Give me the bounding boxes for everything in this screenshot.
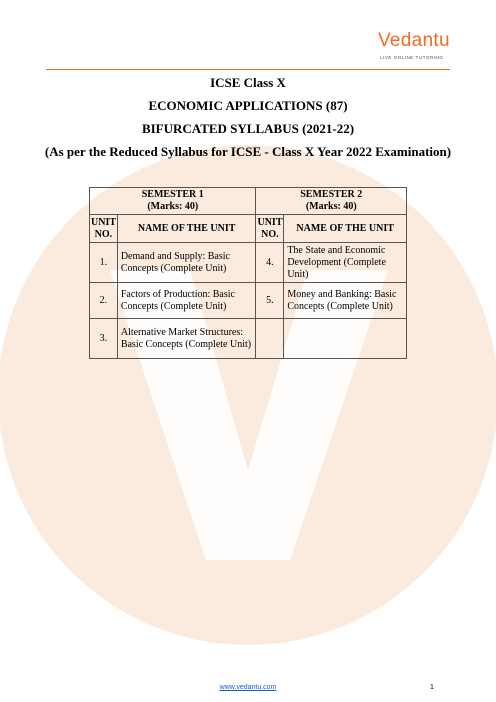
table-row <box>90 243 407 283</box>
header-divider <box>46 69 450 70</box>
unit-number: 5. <box>256 283 284 319</box>
semester-2-marks: (Marks: 40) <box>305 201 357 212</box>
s1-unit-name-header: NAME OF THE UNIT <box>117 215 256 243</box>
unit-number: 4. <box>256 243 284 283</box>
semester-2-header <box>256 188 407 215</box>
semester-1-header <box>90 188 256 215</box>
semester-header-row <box>90 188 407 215</box>
logo-tagline: LIVE ONLINE TUTORING <box>380 55 444 60</box>
unit-number: 2. <box>90 283 118 319</box>
syllabus-table <box>89 187 407 359</box>
unit-name: The State and Economic Development (Complete Unit) <box>284 243 407 283</box>
s1-unit-no-header: UNIT NO. <box>90 215 118 243</box>
logo-wordmark: Vedantu <box>378 30 450 51</box>
unit-name <box>284 319 407 359</box>
document-heading <box>40 75 456 160</box>
column-header-row <box>90 215 407 243</box>
unit-number: 3. <box>90 319 118 359</box>
semester-1-title: SEMESTER 1 <box>141 189 204 200</box>
unit-number: 1. <box>90 243 118 283</box>
unit-name: Demand and Supply: Basic Concepts (Complete Unit) <box>117 243 256 283</box>
syllabus-title: BIFURCATED SYLLABUS (2021-22) <box>141 121 355 136</box>
page-number: 1 <box>430 684 434 691</box>
table-row <box>90 283 407 319</box>
s2-unit-no-header: UNIT NO. <box>256 215 284 243</box>
class-title: ICSE Class X <box>210 75 286 90</box>
s2-unit-name-header: NAME OF THE UNIT <box>284 215 407 243</box>
unit-name: Factors of Production: Basic Concepts (Complete Unit) <box>117 283 256 319</box>
website-link[interactable]: www.vedantu.com <box>219 684 277 691</box>
unit-number <box>256 319 284 359</box>
semester-2-title: SEMESTER 2 <box>300 189 363 200</box>
subject-title: ECONOMIC APPLICATIONS (87) <box>148 98 348 113</box>
table-row <box>90 319 407 359</box>
syllabus-note: (As per the Reduced Syllabus for ICSE - Class X Year 2022 Examination) <box>44 144 452 159</box>
unit-name: Money and Banking: Basic Concepts (Complete Unit) <box>284 283 407 319</box>
vedantu-logo <box>378 30 470 70</box>
unit-name: Alternative Market Structures: Basic Concepts (Complete Unit) <box>117 319 256 359</box>
semester-1-marks: (Marks: 40) <box>147 201 199 212</box>
